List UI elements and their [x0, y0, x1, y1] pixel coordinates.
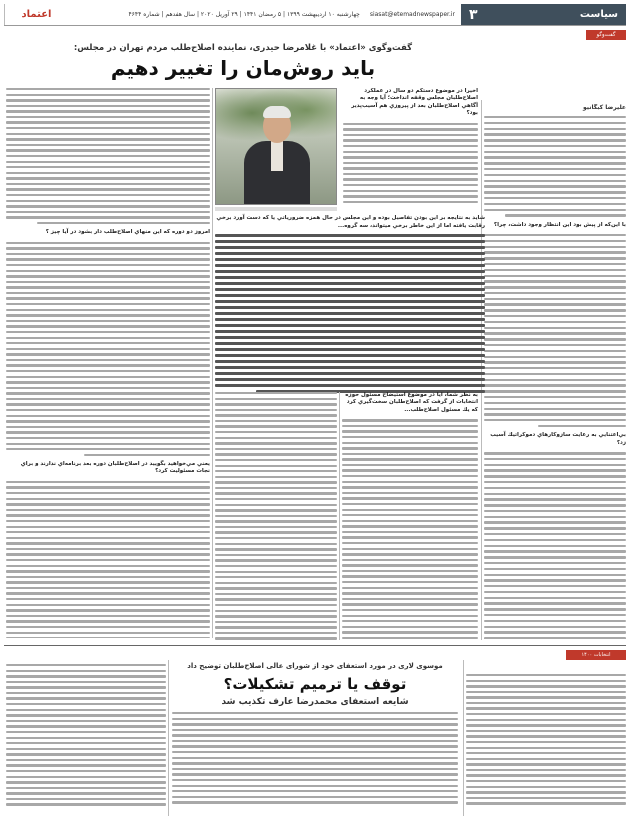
story-headline: باید روش‌مان را تغییر دهیم [110, 56, 376, 80]
bottom-story-tag: انتخابات ۱۴۰۰ [566, 650, 626, 660]
body-text [343, 123, 478, 205]
body-text [215, 392, 337, 640]
newspaper-logo: اعتماد [4, 4, 68, 25]
section-divider [4, 645, 626, 646]
issue-meta [68, 4, 461, 25]
interviewee-photo [215, 88, 337, 205]
column-divider [339, 392, 340, 640]
question-heading: يعني مي‌خواهيد بگوييد در اصلاح‌طلبان دوره بعد برنامه‌اي ندارند و براي نجات مسئوليت كرد؟ [20, 461, 210, 475]
bottom-column-left [6, 664, 166, 816]
body-text [172, 712, 458, 804]
body-text [484, 234, 626, 427]
bottom-story-kicker: موسوی لاری در مورد استعفای خود از شورای عالی اصلاح‌طلبان توضیح داد [187, 662, 443, 670]
issue-date-line: چهارشنبه ۱۰ اردیبهشت ۱۳۹۹ | ۵ رمضان ۱۴۴۱ | ۲۹ آوریل ۲۰۲۰ | سال هفدهم | شماره ۴۶۴۴ [128, 11, 360, 18]
body-text [6, 88, 210, 224]
article-column [343, 88, 478, 205]
question-heading: امروز دو دوره كه اين منهاي اصلاح‌طلب دار بشود در آيا چيز ؟ [45, 229, 210, 236]
column-divider [168, 660, 169, 816]
bottom-story-subhead: شایعه استعفای محمدرضا عارف تکذیب شد [221, 697, 409, 707]
bottom-story-headline: توقف یا ترمیم تشکیلات؟ [223, 675, 407, 693]
article-column-left [6, 88, 210, 638]
article-column-center-right [342, 392, 478, 642]
body-text [466, 674, 626, 805]
bottom-column-center [172, 712, 458, 816]
story-kicker: گفت‌وگوی «اعتماد» با غلامرضا حیدری، نماینده اصلاح‌طلب مردم تهران در مجلس: [73, 43, 413, 53]
interview-intro-column [484, 104, 626, 639]
section-banner [461, 4, 626, 25]
body-text [6, 242, 210, 456]
story-tag: گفت‌وگو [586, 30, 626, 40]
story-author: علیرضا کبگانیو [582, 104, 626, 111]
page-header [4, 4, 626, 26]
section-name: سیاست [579, 9, 618, 20]
body-text [484, 452, 626, 639]
body-text [484, 116, 626, 217]
article-column-center-left [215, 392, 337, 642]
column-divider [212, 88, 213, 638]
page-number: ۳ [469, 6, 478, 23]
lede-quote-text: شايد به نتايجه بر اين بودن تفاصيل بوده و اين مجلس در حال همزه ضرورياتي يا كه دست آورد برخي رقابت يافته اما از اين خاطر برخي ميتواند، سه گروه... [216, 215, 485, 229]
body-text [342, 419, 478, 639]
body-text [6, 664, 166, 806]
question-heading: با اين‌كه از پيش بود اين انتظار وجود داشت، چرا؟ [493, 221, 626, 228]
body-text [6, 481, 210, 638]
photo-caption-rule [215, 207, 337, 211]
bottom-column-right [466, 664, 626, 816]
question-heading: به نظر شما، آيا در موضوع استيضاح مسئول حوزه انتخابات از گرفت كه اصلاح‌طلبان سخت‌گيري كرد كه يك مسئول اصلاح‌طلب... [345, 392, 478, 413]
question-heading: اخيرا در موضوع دستكم دو سال در عملكرد اصلاح‌طلبان مجلس وقفه انداخت؛ آيا وجه به آگاهي اصلاح‌طلبان بعد از پيروزي هم آسيب‌پذير بود؟ [351, 88, 478, 117]
body-text [215, 234, 485, 392]
lede-quote [215, 215, 485, 393]
header-email: siasat@etemadnewspaper.ir [369, 11, 455, 18]
question-heading: بي‌اعتنايي به رعايت سازوكارهاي دموكراتيك آسيب زد؟ [490, 432, 626, 446]
column-divider [463, 660, 464, 816]
